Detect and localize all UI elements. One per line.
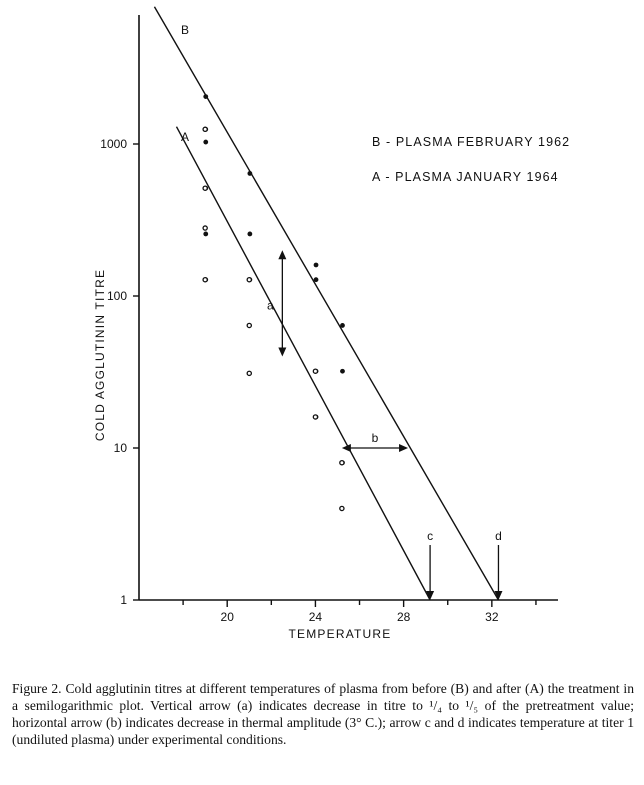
point-b: [314, 263, 319, 268]
x-tick-label: 28: [396, 610, 411, 624]
annotation-a-label: a: [266, 298, 274, 313]
point-b: [203, 94, 208, 99]
point-a: [203, 127, 207, 131]
fit-line-a: [176, 127, 430, 600]
data-points: [203, 94, 345, 510]
x-tick-label: 24: [308, 610, 323, 624]
y-axis-label: COLD AGGLUTININ TITRE: [93, 268, 107, 442]
point-b: [247, 232, 252, 237]
point-a: [313, 369, 317, 373]
point-b: [247, 171, 252, 176]
point-a: [340, 506, 344, 510]
point-a: [203, 186, 207, 190]
annotation-d-label: d: [495, 529, 502, 544]
point-b: [314, 277, 319, 282]
point-b: [340, 323, 345, 328]
annotation-a-head-bottom: [278, 347, 286, 356]
annotation-c-label: c: [427, 529, 434, 544]
x-tick-label: 32: [485, 610, 499, 624]
point-a: [340, 461, 344, 465]
y-tick-label: 1: [120, 593, 127, 607]
annotation-b-label: b: [371, 431, 379, 445]
legend-entry-a: A - PLASMA JANUARY 1964: [372, 170, 559, 184]
point-b: [340, 369, 345, 374]
annotation-a-head-top: [278, 250, 286, 259]
point-a: [247, 323, 251, 327]
point-a: [247, 278, 251, 282]
point-a: [247, 371, 251, 375]
y-tick-label: 1000: [100, 137, 127, 151]
y-tick-label: 100: [106, 289, 127, 303]
x-axis-label: TEMPERATURE: [288, 627, 392, 641]
point-a: [313, 415, 317, 419]
series-label-b: B: [181, 23, 190, 37]
annotation-b-head-right: [399, 444, 408, 452]
point-b: [203, 232, 208, 237]
figure-caption: Figure 2. Cold agglutinin titres at different temperatures of plasma from before (B) and after (A) the treatment in a semilogarithmic plot. Vertical arrow (a) indicates decrease in titre to ¹/₄ to ¹/₅ of the pretreatment value; horizontal arrow (b) indicates decrease in thermal amplitude (3° C.); arrow c and d indicates temperature at titer 1 (undiluted plasma) under experimental conditions.: [12, 681, 634, 747]
point-a: [203, 278, 207, 282]
annotations: [267, 250, 502, 600]
point-b: [203, 140, 208, 145]
y-tick-label: 10: [113, 441, 127, 455]
x-tick-label: 20: [220, 610, 234, 624]
point-a: [203, 226, 207, 230]
axes: [139, 15, 558, 600]
series-label-a: A: [181, 130, 190, 144]
legend-entry-b: B - PLASMA FEBRUARY 1962: [372, 135, 571, 149]
